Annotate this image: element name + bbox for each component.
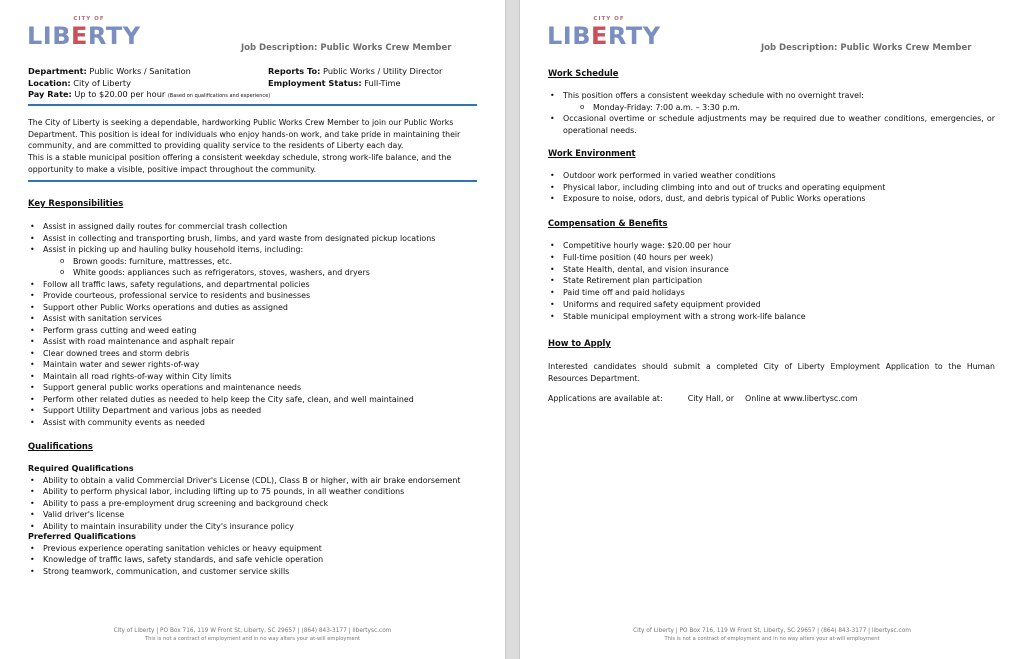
logo-word-part: LIB <box>27 22 72 50</box>
list-item: • State Health, dental, and vision insurance <box>548 264 806 276</box>
reports-value: Public Works / Utility Director <box>323 66 443 76</box>
location-value: City of Liberty <box>73 78 131 88</box>
list-item: • Maintain water and sewer rights-of-way <box>28 359 435 371</box>
status-line <box>268 78 401 88</box>
location-line <box>28 78 131 88</box>
job-title: Job Description: Public Works Crew Member <box>241 43 452 53</box>
work-environment-list <box>548 170 885 205</box>
apply-online: Online at www.libertysc.com <box>744 394 858 403</box>
reports-label: Reports To: <box>268 66 321 76</box>
list-item: • Support other Public Works operations and duties as assigned <box>28 302 435 314</box>
job-title: Job Description: Public Works Crew Member <box>761 43 972 53</box>
list-item: • Maintain all road rights-of-way within City limits <box>28 371 435 383</box>
how-to-apply-heading: How to Apply <box>548 338 611 348</box>
list-item: • Follow all traffic laws, safety regulations, and departmental policies <box>28 279 435 291</box>
list-item: • Perform other related duties as needed to help keep the City safe, clean, and well maintained <box>28 394 435 406</box>
list-item: • Previous experience operating sanitation vehicles or heavy equipment <box>28 543 323 554</box>
work-schedule-heading: Work Schedule <box>548 68 619 78</box>
logo-word-e: E <box>591 22 608 50</box>
apply-available-label: Applications are available at: <box>548 394 663 403</box>
page-footer <box>0 627 505 643</box>
intro-paragraph: The City of Liberty is seeking a dependable, hardworking Public Works Crew Member to join our Public Works Department. This position is ideal for individuals who enjoy hands-on work, and take pride in maintaining their community, and are committed to providing quality service to the residents of Liberty each day. <box>28 118 461 150</box>
list-item: • Ability to pass a pre-employment drug screening and background check <box>28 498 460 509</box>
list-item: • Ability to maintain insurability under the City's insurance policy <box>28 521 460 532</box>
pay-note: (Based on qualifications and experience) <box>167 93 271 99</box>
list-item: • Clear downed trees and storm debris <box>28 348 435 360</box>
department-line <box>28 66 191 76</box>
divider-rule <box>28 180 477 182</box>
logo-word-e: E <box>71 22 88 50</box>
list-item: • Assist in collecting and transporting brush, limbs, and yard waste from designated pickup locations <box>28 233 435 245</box>
page-gutter <box>505 0 520 659</box>
liberty-logo <box>547 14 671 54</box>
list-item: • Occasional overtime or schedule adjustments may be required due to weather conditions, emergencies, or operational needs. <box>548 113 995 136</box>
preferred-qualifications-heading: Preferred Qualifications <box>28 532 136 541</box>
list-item: • Support general public works operations and maintenance needs <box>28 382 435 394</box>
document-page-1 <box>0 0 505 659</box>
list-item: • Competitive hourly wage: $20.00 per hour <box>548 240 806 252</box>
status-value: Full-Time <box>364 78 401 88</box>
list-item: • Assist in assigned daily routes for commercial trash collection <box>28 221 435 233</box>
list-item: • This position offers a consistent weekday schedule with no overnight travel: <box>548 90 995 102</box>
list-item: • Full-time position (40 hours per week) <box>548 252 806 264</box>
list-item: • Assist with community events as needed <box>28 417 435 429</box>
list-item: • State Retirement plan participation <box>548 275 806 287</box>
list-item: • Uniforms and required safety equipment provided <box>548 299 806 311</box>
list-item: • Assist with sanitation services <box>28 313 435 325</box>
logo-word-part: LIB <box>547 22 592 50</box>
list-item: • Stable municipal employment with a strong work-life balance <box>548 311 806 323</box>
apply-availability-line <box>548 394 858 403</box>
department-label: Department: <box>28 66 87 76</box>
footer-note: This is not a contract of employment and in no way alters your at-will employment <box>664 636 880 642</box>
footer-address: City of Liberty | PO Box 716, 119 W Front St, Liberty, SC 29657 | (864) 843-3177 | libertysc.com <box>113 628 392 634</box>
list-item: • Strong teamwork, communication, and customer service skills <box>28 566 323 577</box>
pay-label: Pay Rate: <box>28 89 72 99</box>
liberty-logo <box>27 14 151 54</box>
list-item: • Exposure to noise, odors, dust, and debris typical of Public Works operations <box>548 193 885 205</box>
list-item: • Ability to perform physical labor, including lifting up to 75 pounds, in all weather conditions <box>28 486 460 497</box>
sub-list-item: o Monday-Friday: 7:00 a.m. – 3:30 p.m. <box>548 102 995 114</box>
qualifications-heading: Qualifications <box>28 441 93 451</box>
apply-paragraph: Interested candidates should submit a completed City of Liberty Employment Application to the Human Resources Department. <box>548 362 995 383</box>
footer-note: This is not a contract of employment and in no way alters your at-will employment <box>144 636 361 642</box>
compensation-heading: Compensation & Benefits <box>548 218 668 228</box>
list-item: • Paid time off and paid holidays <box>548 287 806 299</box>
list-item: • Perform grass cutting and weed eating <box>28 325 435 337</box>
document-page-2 <box>520 0 1024 659</box>
list-item: • Knowledge of traffic laws, safety standards, and safe vehicle operation <box>28 554 323 565</box>
logo-word-part: RTY <box>87 22 141 50</box>
department-value: Public Works / Sanitation <box>89 66 191 76</box>
intro-paragraph-2: This is a stable municipal position offering a consistent weekday schedule, strong work-life balance, and the opportunity to make a visible, positive impact throughout the community. <box>28 153 452 174</box>
apply-city-hall: City Hall, or <box>687 394 734 403</box>
list-item: • Physical labor, including climbing into and out of trucks and operating equipment <box>548 182 885 194</box>
preferred-qualifications-list <box>28 543 323 577</box>
footer-address: City of Liberty | PO Box 716, 119 W Front St, Liberty, SC 29657 | (864) 843-3177 | libertysc.com <box>633 628 911 634</box>
logo-word-part: RTY <box>607 22 661 50</box>
logo-city-of: CITY OF <box>593 16 625 22</box>
logo-wordmark <box>27 22 141 50</box>
required-qualifications-heading: Required Qualifications <box>28 464 134 473</box>
work-schedule-list <box>548 90 995 136</box>
list-item: • Provide courteous, professional service to residents and businesses <box>28 290 435 302</box>
list-item: • Assist with road maintenance and asphalt repair <box>28 336 435 348</box>
sub-list-item: o Brown goods: furniture, mattresses, etc. <box>28 256 435 268</box>
required-qualifications-list <box>28 475 460 532</box>
logo-city-of: CITY OF <box>73 16 105 22</box>
responsibilities-list <box>28 221 435 428</box>
list-item: • Valid driver's license <box>28 509 460 520</box>
logo-wordmark <box>547 22 661 50</box>
responsibilities-heading: Key Responsibilities <box>28 198 124 208</box>
work-environment-heading: Work Environment <box>548 148 636 158</box>
divider-rule <box>28 104 477 106</box>
sub-list-item: o White goods: appliances such as refrigerators, stoves, washers, and dryers <box>28 267 435 279</box>
list-item: • Outdoor work performed in varied weather conditions <box>548 170 885 182</box>
list-item: • Ability to obtain a valid Commercial Driver's License (CDL), Class B or higher, with air brake endorsement <box>28 475 460 486</box>
pay-line <box>28 89 270 99</box>
list-item: • Assist in picking up and hauling bulky household items, including: <box>28 244 435 256</box>
compensation-list <box>548 240 806 323</box>
status-label: Employment Status: <box>268 78 362 88</box>
list-item: • Support Utility Department and various jobs as needed <box>28 405 435 417</box>
page-footer <box>520 627 1024 643</box>
reports-line <box>268 66 442 76</box>
pay-value: Up to $20.00 per hour <box>74 89 166 99</box>
location-label: Location: <box>28 78 71 88</box>
